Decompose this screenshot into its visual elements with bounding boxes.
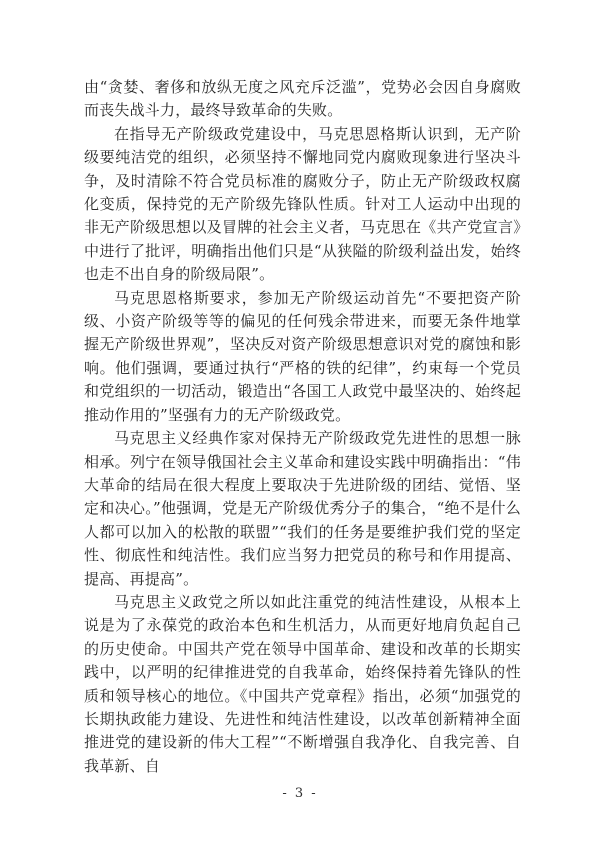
paragraph-continuation: 由“贪婪、奢侈和放纵无度之风充斥泛滥”，党势必会因自身腐败而丧失战斗力，最终导致革命的失败。	[84, 78, 521, 120]
page-number: - 3 -	[282, 786, 318, 801]
paragraph: 马克思主义政党之所以如此注重党的纯洁性建设，从根本上说是为了永葆党的政治本色和生机活力，从而更好地肩负起自己的历史使命。中国共产党在领导中国革命、建设和改革的长期实践中，以严明的纪律推进党的自我革命，始终保持着先锋队的性质和领导核心的地位。《中国共产党章程》指出，必须“加强党的长期执政能力建设、先进性和纯洁性建设，以改革创新精神全面推进党的建设新的伟大工程”“不断增强自我净化、自我完善、自我革新、自	[84, 592, 521, 775]
paragraph: 马克思恩格斯要求，参加无产阶级运动首先“不要把资产阶级、小资产阶级等等的偏见的任何残余带进来，而要无条件地掌握无产阶级世界观”，坚决反对资产阶级思想意识对党的腐蚀和影响。他们强调，要通过执行“严格的铁的纪律”，约束每一个党员和党组织的一切活动，锻造出“各国工人政党中最坚决的、始终起推动作用的”坚强有力的无产阶级政党。	[84, 288, 521, 424]
text-block	[84, 76, 521, 778]
paragraph: 在指导无产阶级政党建设中，马克思恩格斯认识到，无产阶级要纯洁党的组织，必须坚持不懈地同党内腐败现象进行坚决斗争，及时清除不符合党员标准的腐败分子，防止无产阶级政权腐化变质，保持党的无产阶级先锋队性质。针对工人运动中出现的非无产阶级思想以及冒牌的社会主义者，马克思在《共产党宣言》中进行了批评，明确指出他们只是“从狭隘的阶级利益出发，始终也走不出自身的阶级局限”。	[84, 124, 521, 284]
paragraph: 马克思主义经典作家对保持无产阶级政党先进性的思想一脉相承。列宁在领导俄国社会主义革命和建设实践中明确指出：“伟大革命的结局在很大程度上要取决于先进阶级的团结、觉悟、坚定和决心。”他强调，党是无产阶级优秀分子的集合，“绝不是什么人都可以加入的松散的联盟”“我们的任务是要维护我们党的坚定性、彻底性和纯洁性。我们应当努力把党员的称号和作用提高、提高、再提高”。	[84, 429, 521, 588]
